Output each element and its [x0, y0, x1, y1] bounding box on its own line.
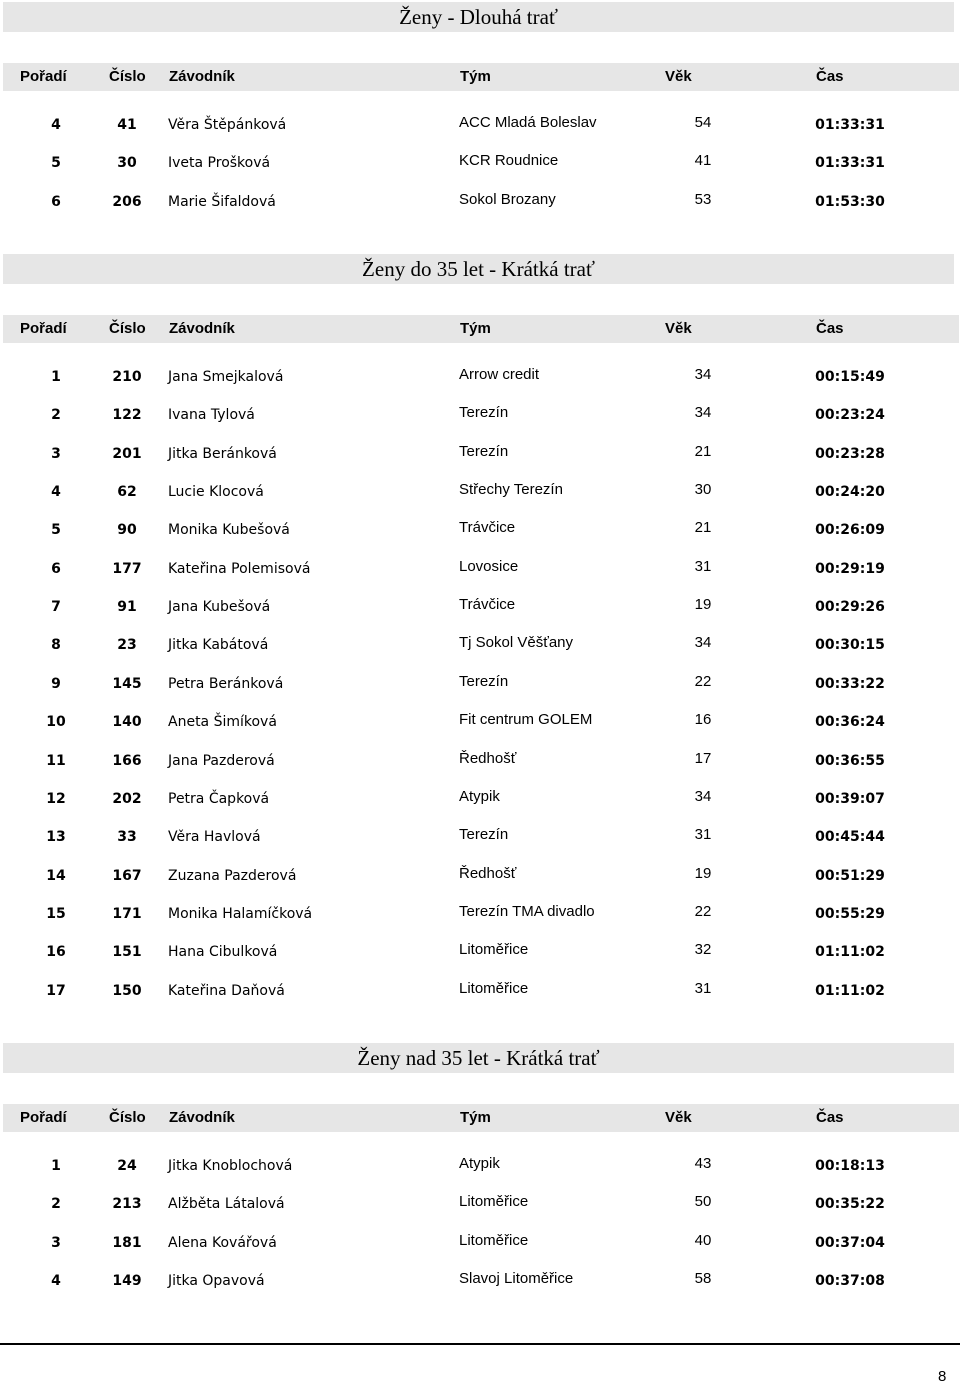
cell-rank: 6	[51, 560, 61, 577]
cell-number: 201	[112, 445, 142, 462]
footer-divider	[0, 1343, 960, 1345]
cell-number: 166	[112, 752, 142, 769]
cell-time: 01:33:31	[815, 117, 885, 133]
table-row	[0, 142, 960, 180]
cell-number: 213	[112, 1196, 142, 1213]
table-row	[0, 471, 960, 509]
cell-name: Petra Beránková	[168, 675, 284, 692]
cell-time: 00:55:29	[815, 905, 885, 922]
cell-team: Ředhošť	[459, 749, 517, 767]
cell-team: Ředhošť	[459, 864, 517, 882]
column-header-time: Čas	[816, 320, 844, 337]
cell-rank: 11	[46, 752, 66, 769]
cell-age: 41	[694, 152, 712, 170]
cell-rank: 3	[51, 1234, 61, 1251]
cell-rank: 8	[51, 637, 61, 654]
table-header-row	[3, 63, 959, 91]
column-header-age: Věk	[665, 1109, 692, 1126]
table-row	[0, 509, 960, 547]
cell-team: Lovosice	[459, 557, 519, 575]
cell-rank: 6	[51, 193, 61, 210]
cell-rank: 16	[46, 944, 66, 961]
table-row	[0, 548, 960, 586]
cell-time: 00:51:29	[815, 867, 885, 884]
cell-name: Jitka Kabátová	[168, 637, 269, 654]
cell-name: Alžběta Látalová	[168, 1196, 285, 1213]
cell-name: Jana Pazderová	[168, 752, 275, 769]
cell-name: Jitka Opavová	[168, 1273, 265, 1290]
cell-time: 00:29:26	[815, 599, 885, 616]
cell-name: Lucie Klocová	[168, 484, 264, 501]
table-row	[0, 778, 960, 816]
cell-team: Trávčice	[459, 596, 516, 614]
cell-team: Litoměřice	[459, 979, 529, 997]
cell-name: Petra Čapková	[168, 790, 270, 807]
table-row	[0, 394, 960, 432]
cell-number: 30	[117, 155, 137, 172]
table-row	[0, 701, 960, 739]
cell-time: 00:36:55	[815, 752, 885, 769]
cell-name: Marie Šifaldová	[168, 193, 276, 210]
cell-rank: 1	[51, 1158, 61, 1174]
cell-rank: 1	[51, 369, 61, 385]
table-header-row	[3, 315, 959, 343]
cell-time: 01:53:30	[815, 193, 885, 210]
column-header-name: Závodník	[169, 1109, 235, 1126]
column-header-time: Čas	[816, 68, 844, 85]
cell-name: Jitka Knoblochová	[168, 1158, 293, 1174]
cell-number: 33	[117, 829, 137, 846]
cell-rank: 17	[46, 982, 66, 999]
cell-time: 00:30:15	[815, 637, 885, 654]
cell-rank: 9	[51, 675, 61, 692]
column-header-age: Věk	[665, 68, 692, 85]
column-header-name: Závodník	[169, 68, 235, 85]
cell-name: Iveta Prošková	[168, 155, 271, 172]
cell-time: 01:11:02	[815, 944, 885, 961]
column-header-rank: Pořadí	[20, 320, 67, 337]
cell-number: 210	[112, 369, 142, 385]
cell-rank: 15	[46, 905, 66, 922]
cell-age: 34	[694, 366, 712, 383]
cell-name: Jana Smejkalová	[168, 369, 284, 385]
cell-age: 40	[694, 1231, 712, 1249]
cell-age: 19	[694, 596, 712, 614]
cell-number: 206	[112, 193, 142, 210]
column-header-team: Tým	[460, 68, 491, 85]
cell-rank: 3	[51, 445, 61, 462]
column-header-team: Tým	[460, 1109, 491, 1126]
cell-age: 31	[694, 979, 712, 997]
cell-number: 151	[112, 944, 142, 961]
cell-number: 41	[117, 117, 137, 133]
column-header-name: Závodník	[169, 320, 235, 337]
cell-team: ACC Mladá Boleslav	[459, 114, 597, 131]
cell-team: Terezín TMA divadlo	[459, 902, 595, 920]
cell-number: 24	[117, 1158, 137, 1174]
cell-number: 149	[112, 1273, 142, 1290]
cell-number: 122	[112, 407, 142, 424]
cell-age: 16	[694, 711, 712, 729]
cell-time: 01:33:31	[815, 155, 885, 172]
cell-team: Terezín	[459, 826, 509, 844]
cell-age: 31	[694, 826, 712, 844]
table-row	[0, 740, 960, 778]
cell-time: 00:26:09	[815, 522, 885, 539]
cell-number: 23	[117, 637, 137, 654]
cell-time: 00:35:22	[815, 1196, 885, 1213]
cell-time: 00:24:20	[815, 484, 885, 501]
table-row	[0, 181, 960, 219]
column-header-number: Číslo	[109, 68, 146, 85]
cell-team: Tj Sokol Věšťany	[459, 634, 574, 652]
cell-age: 34	[694, 634, 712, 652]
cell-rank: 2	[51, 407, 61, 424]
cell-number: 150	[112, 982, 142, 999]
cell-age: 30	[694, 481, 712, 499]
cell-rank: 4	[51, 484, 61, 501]
cell-age: 19	[694, 864, 712, 882]
section-title: Ženy do 35 let - Krátká trať	[3, 254, 954, 284]
cell-name: Zuzana Pazderová	[168, 867, 297, 884]
cell-team: Trávčice	[459, 519, 516, 537]
cell-age: 58	[694, 1270, 712, 1288]
cell-rank: 13	[46, 829, 66, 846]
cell-time: 00:33:22	[815, 675, 885, 692]
table-row	[0, 893, 960, 931]
table-row	[0, 624, 960, 662]
cell-age: 34	[694, 404, 712, 422]
cell-time: 00:37:08	[815, 1273, 885, 1290]
cell-age: 34	[694, 787, 712, 805]
cell-age: 54	[694, 114, 712, 131]
cell-name: Kateřina Daňová	[168, 982, 285, 999]
cell-name: Jana Kubešová	[168, 599, 271, 616]
table-row	[0, 1183, 960, 1221]
cell-number: 202	[112, 790, 142, 807]
cell-time: 01:11:02	[815, 982, 885, 999]
cell-age: 31	[694, 557, 712, 575]
cell-team: Slavoj Litoměřice	[459, 1270, 574, 1288]
cell-team: Arrow credit	[459, 366, 540, 383]
column-header-team: Tým	[460, 320, 491, 337]
cell-name: Alena Kovářová	[168, 1234, 277, 1251]
table-row	[0, 104, 960, 142]
cell-time: 00:23:28	[815, 445, 885, 462]
cell-team: Terezín	[459, 404, 509, 422]
table-row	[0, 1222, 960, 1260]
cell-number: 62	[117, 484, 137, 501]
cell-number: 167	[112, 867, 142, 884]
table-row	[0, 816, 960, 854]
cell-time: 00:36:24	[815, 714, 885, 731]
cell-rank: 5	[51, 522, 61, 539]
cell-time: 00:39:07	[815, 790, 885, 807]
cell-age: 22	[694, 902, 712, 920]
column-header-rank: Pořadí	[20, 68, 67, 85]
cell-name: Věra Štěpánková	[168, 117, 287, 133]
cell-team: Litoměřice	[459, 941, 529, 959]
cell-name: Hana Cibulková	[168, 944, 278, 961]
cell-number: 91	[117, 599, 137, 616]
cell-time: 00:23:24	[815, 407, 885, 424]
cell-number: 90	[117, 522, 137, 539]
section-title: Ženy nad 35 let - Krátká trať	[3, 1043, 954, 1073]
cell-number: 181	[112, 1234, 142, 1251]
cell-team: Sokol Brozany	[459, 190, 556, 208]
cell-name: Ivana Tylová	[168, 407, 255, 424]
cell-team: Litoměřice	[459, 1231, 529, 1249]
table-row	[0, 855, 960, 893]
cell-team: Střechy Terezín	[459, 481, 563, 499]
cell-team: Terezín	[459, 442, 509, 460]
column-header-age: Věk	[665, 320, 692, 337]
cell-rank: 5	[51, 155, 61, 172]
cell-rank: 7	[51, 599, 61, 616]
table-row	[0, 1260, 960, 1298]
cell-age: 43	[694, 1155, 712, 1172]
cell-team: KCR Roudnice	[459, 152, 559, 170]
cell-name: Věra Havlová	[168, 829, 261, 846]
column-header-rank: Pořadí	[20, 1109, 67, 1126]
cell-team: Litoměřice	[459, 1193, 529, 1211]
column-header-time: Čas	[816, 1109, 844, 1126]
cell-name: Monika Kubešová	[168, 522, 290, 539]
table-row	[0, 970, 960, 1008]
cell-time: 00:18:13	[815, 1158, 885, 1174]
cell-time: 00:37:04	[815, 1234, 885, 1251]
column-header-number: Číslo	[109, 320, 146, 337]
cell-name: Monika Halamíčková	[168, 905, 313, 922]
cell-age: 50	[694, 1193, 712, 1211]
cell-rank: 10	[46, 714, 66, 731]
cell-name: Jitka Beránková	[168, 445, 277, 462]
cell-age: 21	[694, 519, 712, 537]
cell-rank: 4	[51, 1273, 61, 1290]
table-header-row	[3, 1104, 959, 1132]
cell-rank: 4	[51, 117, 61, 133]
cell-team: Atypik	[459, 1155, 500, 1172]
column-header-number: Číslo	[109, 1109, 146, 1126]
table-row	[0, 433, 960, 471]
cell-age: 22	[694, 672, 712, 690]
cell-time: 00:15:49	[815, 369, 885, 385]
table-row	[0, 1145, 960, 1183]
cell-rank: 14	[46, 867, 66, 884]
table-row	[0, 356, 960, 394]
section-title: Ženy - Dlouhá trať	[3, 2, 954, 32]
cell-team: Atypik	[459, 787, 500, 805]
cell-time: 00:29:19	[815, 560, 885, 577]
cell-name: Aneta Šimíková	[168, 714, 277, 731]
cell-number: 171	[112, 905, 142, 922]
cell-number: 145	[112, 675, 142, 692]
page-number: 8	[938, 1368, 947, 1385]
cell-name: Kateřina Polemisová	[168, 560, 311, 577]
cell-team: Fit centrum GOLEM	[459, 711, 593, 729]
cell-team: Terezín	[459, 672, 509, 690]
table-row	[0, 586, 960, 624]
cell-age: 17	[694, 749, 712, 767]
table-row	[0, 931, 960, 969]
table-row	[0, 663, 960, 701]
cell-time: 00:45:44	[815, 829, 885, 846]
cell-rank: 12	[46, 790, 66, 807]
cell-number: 177	[112, 560, 142, 577]
cell-age: 53	[694, 190, 712, 208]
cell-rank: 2	[51, 1196, 61, 1213]
cell-number: 140	[112, 714, 142, 731]
cell-age: 32	[694, 941, 712, 959]
cell-age: 21	[694, 442, 712, 460]
